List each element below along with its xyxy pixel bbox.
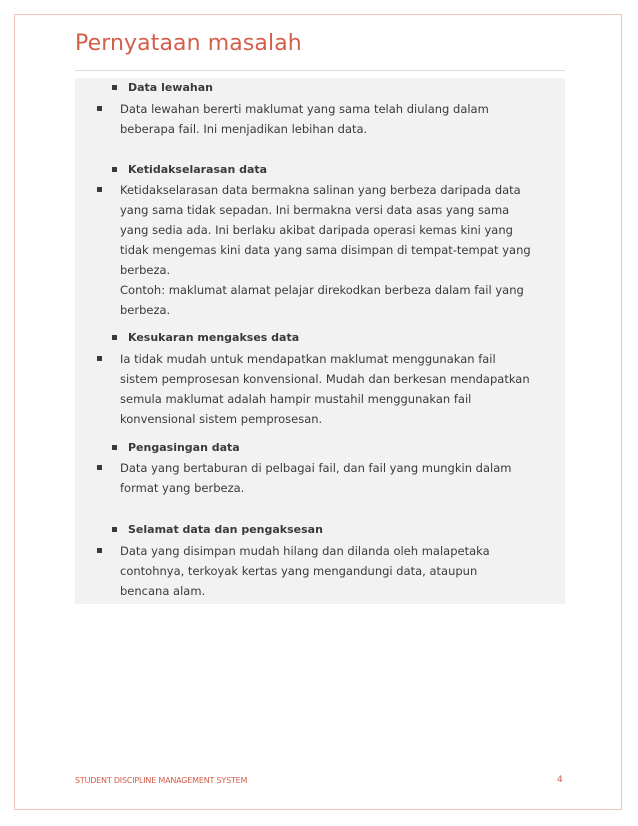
paragraph-line: semula maklumat adalah hampir mustahil menggunakan fail xyxy=(120,392,472,406)
paragraph-line: berbeza. xyxy=(120,303,171,317)
paragraph-line: yang sedia ada. Ini berlaku akibat daripada operasi kemas kini yang xyxy=(120,223,513,237)
footer-document-title: STUDENT DISCIPLINE MANAGEMENT SYSTEM xyxy=(75,776,248,785)
paragraph-line: Ia tidak mudah untuk mendapatkan maklumat menggunakan fail xyxy=(120,352,496,366)
bullet-icon xyxy=(97,187,102,192)
section-paragraph xyxy=(120,99,570,139)
bullet-icon xyxy=(112,445,117,450)
paragraph-line: format yang berbeza. xyxy=(120,481,245,495)
section-heading: Data lewahan xyxy=(128,78,213,98)
bullet-icon xyxy=(97,465,102,470)
paragraph-line: sistem pemprosesan konvensional. Mudah dan berkesan mendapatkan xyxy=(120,372,530,386)
bullet-icon xyxy=(97,548,102,553)
section-heading: Kesukaran mengakses data xyxy=(128,328,299,348)
paragraph-line: Contoh: maklumat alamat pelajar direkodkan berbeza dalam fail yang xyxy=(120,283,524,297)
section-paragraph xyxy=(120,180,570,320)
paragraph-line: Data lewahan bererti maklumat yang sama telah diulang dalam xyxy=(120,102,489,116)
footer-page-number: 4 xyxy=(557,775,563,785)
section-heading: Selamat data dan pengaksesan xyxy=(128,520,323,540)
bullet-icon xyxy=(97,106,102,111)
paragraph-line: Ketidakselarasan data bermakna salinan yang berbeza daripada data xyxy=(120,183,521,197)
bullet-icon xyxy=(112,85,117,90)
bullet-icon xyxy=(97,356,102,361)
paragraph-line: Data yang bertaburan di pelbagai fail, dan fail yang mungkin dalam xyxy=(120,461,512,475)
bullet-icon xyxy=(112,167,117,172)
title-divider xyxy=(75,70,565,71)
paragraph-line: yang sama tidak sepadan. Ini bermakna versi data asas yang sama xyxy=(120,203,510,217)
paragraph-line: contohnya, terkoyak kertas yang mengandungi data, ataupun xyxy=(120,564,478,578)
paragraph-line: beberapa fail. Ini menjadikan lebihan data. xyxy=(120,122,368,136)
paragraph-line: tidak mengemas kini data yang sama disimpan di tempat-tempat yang xyxy=(120,243,531,257)
section-paragraph xyxy=(120,541,570,601)
section-paragraph xyxy=(120,349,570,429)
bullet-icon xyxy=(112,527,117,532)
section-paragraph xyxy=(120,458,570,498)
section-heading: Pengasingan data xyxy=(128,438,240,458)
content-box xyxy=(75,78,565,604)
page-title: Pernyataan masalah xyxy=(75,31,302,56)
paragraph-line: Data yang disimpan mudah hilang dan dilanda oleh malapetaka xyxy=(120,544,490,558)
section-heading: Ketidakselarasan data xyxy=(128,160,267,180)
paragraph-line: bencana alam. xyxy=(120,584,206,598)
paragraph-line: konvensional sistem pemprosesan. xyxy=(120,412,323,426)
bullet-icon xyxy=(112,335,117,340)
paragraph-line: berbeza. xyxy=(120,263,171,277)
